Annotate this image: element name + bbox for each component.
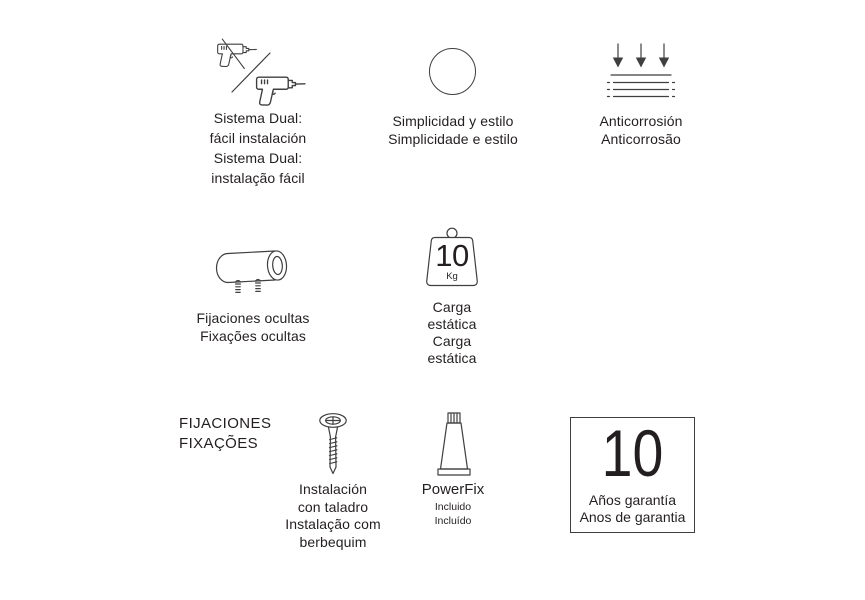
caption-line: Sistema Dual: — [213, 110, 303, 126]
powerfix-included — [353, 501, 553, 528]
caption-line: fácil instalación — [209, 130, 307, 146]
caption-line: Incluido — [434, 501, 472, 513]
caption-line: estática — [427, 350, 477, 366]
heading-line: FIXAÇÕES — [179, 435, 259, 452]
warranty-caption — [571, 492, 694, 526]
caption-line: Carga — [432, 333, 472, 349]
caption-line: con taladro — [297, 498, 369, 515]
caption-line: Fixações ocultas — [200, 328, 306, 344]
wall-rail-with-screws-icon — [215, 248, 295, 296]
anticorrosion-arrows-icon — [605, 42, 677, 104]
simplicity-caption — [353, 112, 553, 148]
warranty-value: 10 — [601, 416, 664, 490]
caption-line: Simplicidad y estilo — [392, 113, 514, 129]
weight-unit: Kg — [446, 271, 458, 282]
caption-line: instalação fácil — [211, 170, 305, 186]
dual-system-caption — [158, 108, 358, 188]
caption-line: Incluído — [434, 514, 472, 527]
warranty-box — [570, 417, 695, 533]
fixings-heading — [179, 414, 339, 454]
caption-line: Fijaciones ocultas — [196, 310, 310, 326]
caption-line: Simplicidade e estilo — [388, 131, 518, 147]
caption-line: Anos de garantia — [579, 509, 686, 525]
drill-crossed-icon — [212, 36, 312, 108]
weight-value: 10 — [435, 238, 469, 273]
caption-line: Anticorrosión — [599, 113, 683, 129]
caption-line: Carga — [432, 299, 472, 315]
hidden-fixings-caption — [153, 309, 353, 345]
static-load-caption — [352, 299, 552, 367]
caption-line: Instalación — [298, 481, 368, 497]
caption-line: Instalação com — [285, 516, 381, 532]
screw-icon — [316, 412, 350, 476]
caption-line: Anticorrosão — [601, 131, 681, 147]
caption-line: estática — [427, 316, 477, 332]
circle-icon — [429, 48, 476, 95]
anticorrosion-caption — [541, 112, 741, 148]
heading-line: FIJACIONES — [179, 415, 272, 432]
caption-line: Años garantía — [588, 492, 677, 508]
caption-line: berbequim — [299, 533, 367, 550]
powerfix-title: PowerFix — [421, 481, 485, 498]
adhesive-tube-icon — [434, 411, 474, 477]
caption-line: Sistema Dual: — [213, 150, 303, 166]
